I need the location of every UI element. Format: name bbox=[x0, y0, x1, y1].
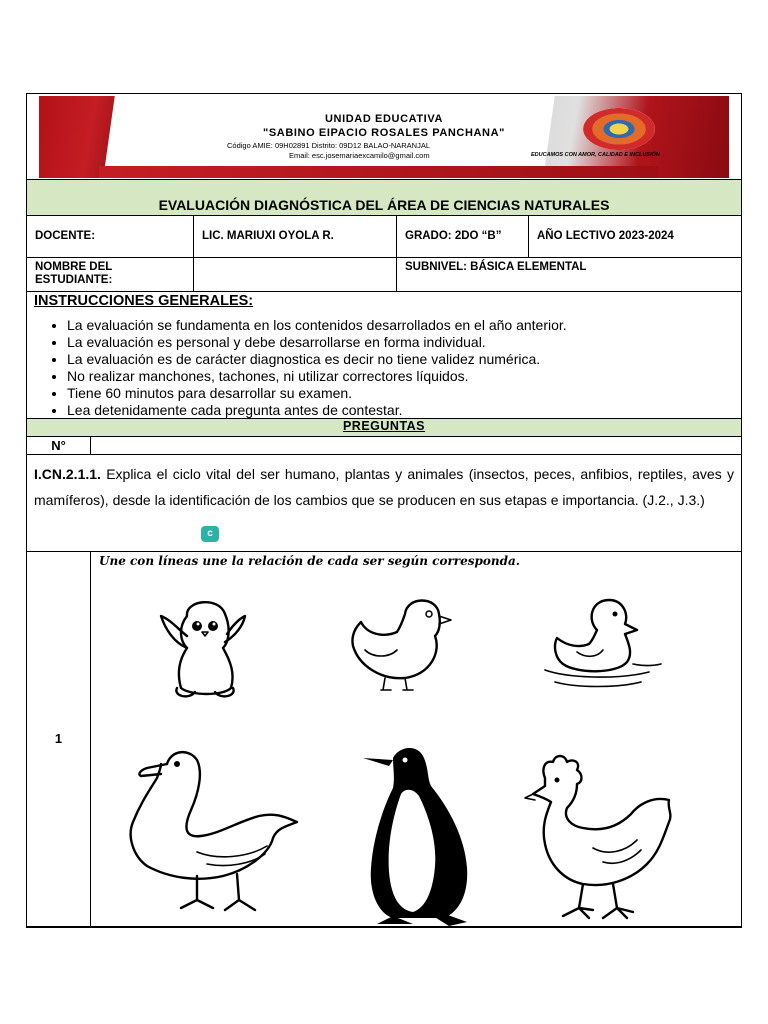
indicator-code: I.CN.2.1.1. bbox=[34, 466, 101, 482]
docente-label: DOCENTE: bbox=[26, 215, 194, 258]
questions-header: PREGUNTAS bbox=[26, 418, 742, 437]
duckling-icon bbox=[537, 592, 663, 696]
question-1-area bbox=[90, 551, 742, 928]
grado-field: GRADO: 2DO “B” bbox=[396, 215, 529, 258]
penguin-icon bbox=[353, 738, 493, 928]
school-email: Email: esc.josemariaexcamilo@gmail.com bbox=[289, 151, 430, 160]
docente-value: LIC. MARIUXI OYOLA R. bbox=[193, 215, 397, 258]
subnivel-field: SUBNIVEL: BÁSICA ELEMENTAL bbox=[396, 257, 742, 292]
baby-penguin-icon bbox=[157, 592, 253, 704]
school-name: "SABINO EIPACIO ROSALES PANCHANA" bbox=[263, 127, 505, 139]
question-column-header bbox=[90, 436, 742, 455]
indicator-description: Explica el ciclo vital del ser humano, plantas y animales (insectos, peces, anfibios, reptiles, aves y mamíferos), desde la identificación de los cambios que se producen en sus etapas e importancia. (J.2., J.3.) bbox=[34, 466, 734, 508]
instruction-item: • No realizar manchones, tachones, ni utilizar correctores líquidos. bbox=[67, 368, 767, 385]
nombre-estudiante-label: NOMBRE DEL ESTUDIANTE: bbox=[26, 257, 194, 292]
school-codes: Código AMIE: 09H02891 Distrito: 09D12 BALAO-NARANJAL bbox=[227, 141, 431, 150]
page-title: EVALUACIÓN DIAGNÓSTICA DEL ÁREA DE CIENCIAS NATURALES bbox=[26, 179, 742, 216]
instruction-item: • La evaluación es personal y debe desarrollarse en forma individual. bbox=[67, 334, 767, 351]
anio-lectivo-field: AÑO LECTIVO 2023-2024 bbox=[528, 215, 742, 258]
instruction-item: • La evaluación es de carácter diagnostica es decir no tiene validez numérica. bbox=[67, 351, 767, 368]
school-seal-logo bbox=[583, 108, 655, 150]
comment-badge-icon[interactable]: c bbox=[201, 526, 219, 542]
indicator-text bbox=[26, 454, 742, 552]
nombre-estudiante-field[interactable] bbox=[193, 257, 397, 292]
school-motto: EDUCAMOS CON AMOR, CALIDAD E INCLUSIÓN bbox=[531, 152, 660, 158]
evaluation-sheet bbox=[26, 93, 742, 927]
school-label: UNIDAD EDUCATIVA bbox=[325, 113, 443, 125]
instruction-item: • Tiene 60 minutos para desarrollar su examen. bbox=[67, 385, 767, 402]
question-number: 1 bbox=[26, 551, 91, 928]
question-1-instruction: Une con líneas une la relación de cada ser según corresponda. bbox=[99, 554, 520, 568]
hen-icon bbox=[523, 752, 683, 924]
number-column-header: N° bbox=[26, 436, 91, 455]
chick-icon bbox=[345, 592, 459, 696]
instruction-item: • Lea detenidamente cada pregunta antes de contestar. bbox=[67, 402, 767, 419]
instructions-section bbox=[26, 291, 742, 419]
school-banner bbox=[39, 96, 729, 178]
instructions-heading: INSTRUCCIONES GENERALES: bbox=[34, 293, 254, 309]
instruction-item: • La evaluación se fundamenta en los contenidos desarrollados en el año anterior. bbox=[67, 317, 767, 334]
goose-icon bbox=[127, 742, 327, 922]
